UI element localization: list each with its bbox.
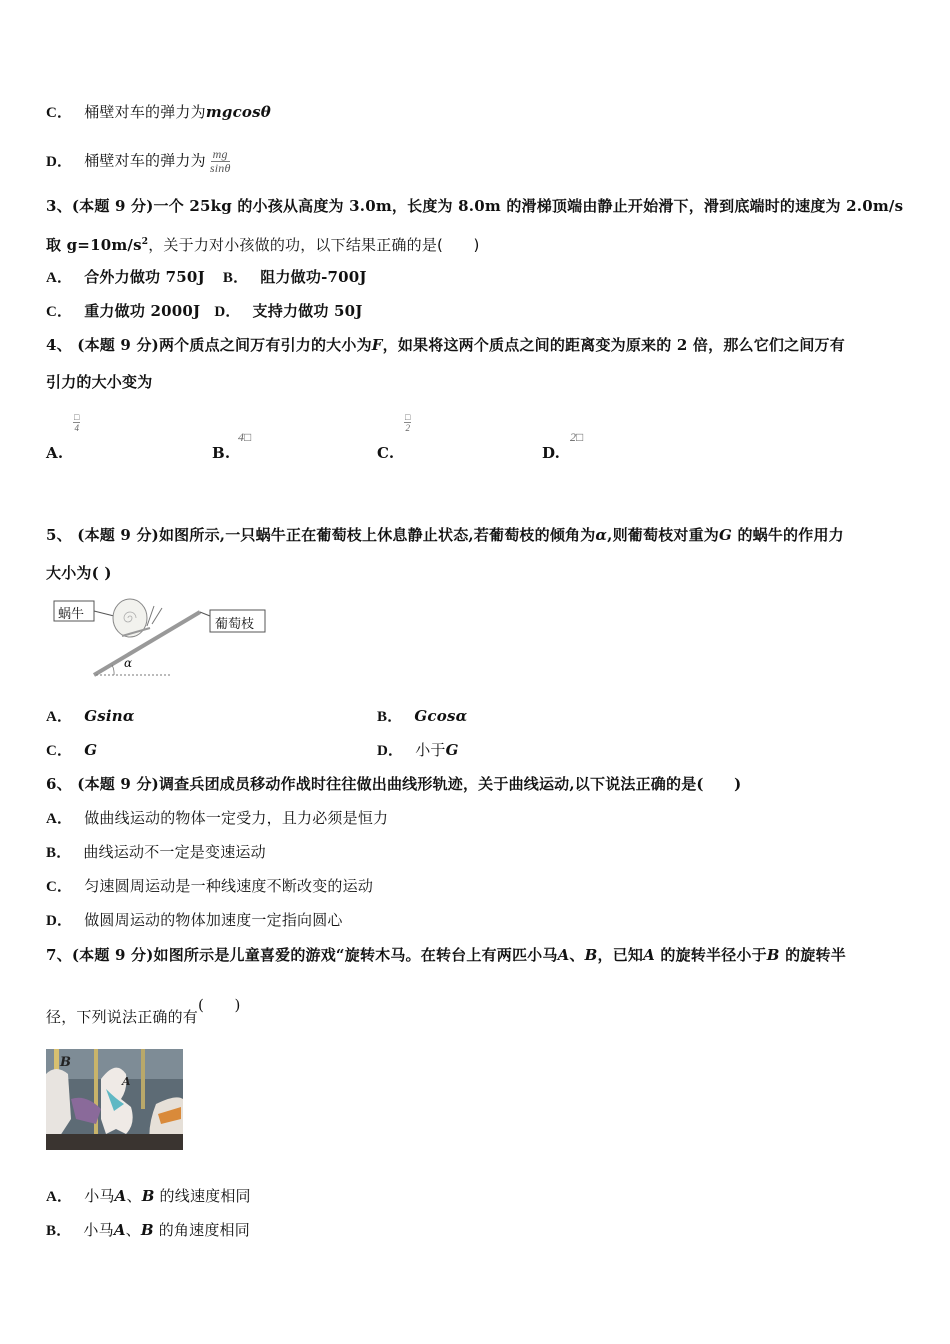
option-label: A． (46, 709, 73, 725)
question-score: (本题 9 分) (77, 526, 159, 544)
question-text: 调查兵团成员移动作战时往往做出曲线形轨迹，关于曲线运动,以下说法正确的是( ) (158, 775, 742, 793)
option-text: 桶壁对车的弹力为 (84, 103, 206, 121)
option-text: 曲线运动不一定是变速运动 (83, 843, 266, 861)
angle-label: α (124, 656, 133, 670)
q4-option-c-label: C. (377, 444, 395, 462)
fraction-denominator: 4 (74, 423, 79, 433)
question-text: 如图所示,一只蜗牛正在葡萄枝上休息静止状态,若葡萄枝的倾角为 (158, 526, 596, 544)
question-text: ，已知 (597, 946, 644, 964)
question-number: 6、 (46, 775, 72, 793)
variable: G (445, 741, 459, 759)
option-c-label: C． (46, 304, 73, 320)
q4-option-a-fraction (73, 412, 80, 433)
option-b-label: B． (222, 270, 249, 286)
option-text: 小马 (83, 1221, 114, 1239)
option-d-label: D． (214, 304, 241, 320)
question-text: 引力的大小变为 (46, 373, 153, 391)
option-label: D． (46, 153, 73, 170)
question-text: ,则葡萄枝对重为 (607, 526, 719, 544)
q4-option-c-fraction (404, 412, 411, 433)
variable: A (114, 1187, 127, 1205)
option-text: 做圆周运动的物体加速度一定指向圆心 (84, 911, 343, 929)
option-label: C． (46, 105, 73, 121)
q2-option-c (46, 102, 271, 123)
question-text: ，关于力对小孩做的功，以下结果正确的是( ) (148, 236, 480, 254)
option-label: B． (377, 709, 403, 725)
question-number: 3、 (46, 197, 72, 215)
question-score: (本题 9 分) (77, 336, 159, 354)
q4-option-d-value: 2□ (570, 430, 584, 444)
question-number: 5、 (46, 526, 72, 544)
question-text: 的蜗牛的作用力 (737, 526, 844, 544)
q6-option-c (46, 876, 373, 897)
fraction-numerator: □ (405, 412, 411, 422)
fraction-numerator: □ (74, 412, 80, 422)
option-text: Gsinα (84, 707, 135, 725)
q6-option-a (46, 808, 388, 829)
fraction-numerator: mg (212, 147, 228, 161)
q2-option-d (46, 148, 233, 175)
option-text: 桶壁对车的弹力为 (84, 151, 206, 170)
question-text: 的旋转半径小于 (660, 946, 767, 964)
q4-option-a-label: A. (46, 444, 64, 462)
q7-option-b (46, 1220, 250, 1241)
q3-options-row2 (46, 301, 363, 322)
fraction-denominator: 2 (405, 423, 410, 433)
carousel-photo (46, 1049, 183, 1150)
fraction-denominator: sinθ (209, 161, 231, 175)
q3-stem-line1 (46, 196, 903, 216)
option-text: 匀速圆周运动是一种线速度不断改变的运动 (84, 877, 374, 895)
variable: A (113, 1221, 126, 1239)
q6-option-b (46, 842, 266, 863)
question-text: 如图所示是儿童喜爱的游戏“旋转木马。在转台上有两匹小马 (153, 946, 558, 964)
option-text: G (84, 741, 98, 759)
option-label: D． (46, 913, 73, 929)
separator: 、 (125, 1221, 141, 1239)
formula: mgcosθ (205, 103, 271, 121)
q3-options-row1 (46, 267, 367, 288)
q4-option-b-value: 4□ (238, 430, 252, 444)
q4-option-b-label: B. (212, 444, 231, 462)
variable: G (719, 526, 733, 544)
q5-stem-line2 (46, 563, 112, 583)
snail-on-branch-diagram (52, 598, 272, 678)
separator: 、 (569, 946, 585, 964)
snail-diagram-icon (52, 598, 272, 678)
question-text: 两个质点之间万有引力的大小为 (158, 336, 372, 354)
option-label: B． (46, 845, 72, 861)
q4-option-d-label: D. (542, 444, 561, 462)
q5-option-c (46, 740, 97, 761)
variable: B (584, 946, 598, 964)
snail-label: 蜗牛 (58, 607, 85, 622)
variable: B (766, 946, 780, 964)
variable: F (371, 336, 383, 354)
question-text: 一个 25kg 的小孩从高度为 3.0m，长度为 8.0m 的滑梯顶端由静止开始滑下，滑到底端时的速度为 2.0m/s (153, 197, 904, 215)
separator: 、 (126, 1187, 142, 1205)
option-text: Gcosα (414, 707, 468, 725)
variable: α (595, 526, 608, 544)
option-a-label: A． (46, 270, 73, 286)
option-text: 小于 (415, 741, 446, 759)
question-text: 的旋转半 (785, 946, 846, 964)
option-text: 的线速度相同 (159, 1187, 251, 1205)
question-score: (本题 9 分) (77, 775, 159, 793)
question-text: 取 g=10m/s (46, 236, 142, 254)
question-text: ，如果将这两个质点之间的距离变为原来的 2 倍，那么它们之间万有 (382, 336, 845, 354)
variable: A (643, 946, 655, 964)
q7-option-a (46, 1186, 251, 1207)
variable: A (557, 946, 570, 964)
branch-label: 葡萄枝 (215, 617, 255, 632)
question-number: 4、 (46, 336, 72, 354)
option-label: A． (46, 811, 73, 827)
q7-stem-line2 (46, 996, 241, 1027)
option-d-text: 支持力做功 50J (252, 302, 363, 320)
question-text: 大小为( ) (46, 564, 112, 582)
q3-stem-line2 (46, 232, 480, 255)
question-score: (本题 9 分) (71, 946, 154, 964)
option-label: B． (46, 1223, 72, 1239)
fraction (208, 148, 233, 175)
question-number: 7、 (46, 946, 72, 964)
option-text: 做曲线运动的物体一定受力，且力必须是恒力 (84, 809, 389, 827)
q7-stem-line1 (46, 945, 846, 965)
q5-option-b (377, 706, 467, 727)
option-label: A． (46, 1189, 73, 1205)
q5-option-a (46, 706, 135, 727)
question-score: (本题 9 分) (71, 197, 154, 215)
q4-stem-line1 (46, 335, 845, 355)
option-text: 小马 (84, 1187, 115, 1205)
horse-a-label: A (122, 1075, 131, 1088)
option-a-text: 合外力做功 750J (84, 268, 205, 286)
q6-stem (46, 774, 741, 794)
q6-option-d (46, 910, 343, 931)
option-c-text: 重力做功 2000J (84, 302, 201, 320)
option-label: C． (46, 879, 73, 895)
answer-blank: ( ) (198, 996, 241, 1014)
superscript: 2 (141, 237, 149, 247)
q5-option-d (377, 740, 459, 761)
question-text: 径，下列说法正确的有 (46, 1008, 199, 1026)
q5-stem-line1 (46, 525, 844, 545)
option-text: 的角速度相同 (158, 1221, 250, 1239)
horse-b-label: B (60, 1055, 71, 1070)
option-label: D． (377, 743, 404, 759)
variable: B (141, 1187, 155, 1205)
variable: B (140, 1221, 154, 1239)
q4-stem-line2 (46, 372, 152, 392)
option-b-text: 阻力做功-700J (260, 268, 367, 286)
option-label: C． (46, 743, 73, 759)
